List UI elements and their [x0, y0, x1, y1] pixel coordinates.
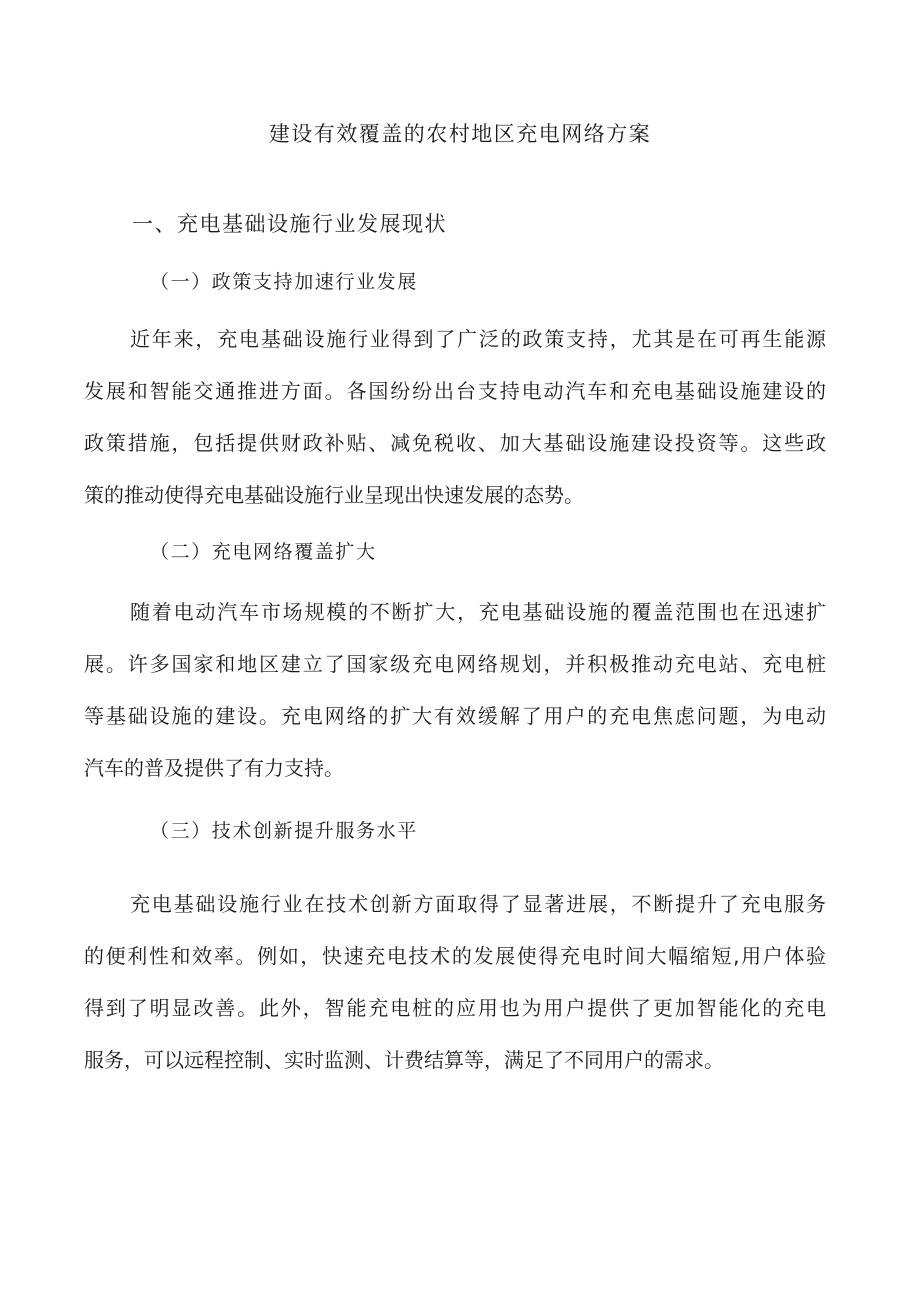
paragraph-line: 的便利性和效率。例如，快速充电技术的发展使得充电时间大幅缩短,用户体验 — [84, 944, 826, 968]
paragraph-line: 近年来，充电基础设施行业得到了广泛的政策支持，尤其是在可再生能源 — [130, 327, 826, 351]
paragraph-1 — [84, 313, 826, 521]
subsection-heading-1: （一）政策支持加速行业发展 — [150, 271, 418, 293]
paragraph-3 — [84, 878, 826, 1086]
paragraph-line: 等基础设施的建设。充电网络的扩大有效缓解了用户的充电焦虑问题，为电动 — [84, 704, 826, 728]
paragraph-line: 随着电动汽车市场规模的不断扩大，充电基础设施的覆盖范围也在迅速扩 — [130, 600, 826, 624]
paragraph-line: 政策措施，包括提供财政补贴、减免税收、加大基础设施建设投资等。这些政 — [84, 431, 826, 455]
paragraph-line: 充电基础设施行业在技术创新方面取得了显著进展，不断提升了充电服务 — [130, 892, 826, 916]
paragraph-line: 发展和智能交通推进方面。各国纷纷出台支持电动汽车和充电基础设施建设的 — [84, 379, 826, 403]
paragraph-line: 服务，可以远程控制、实时监测、计费结算等，满足了不同用户的需求。 — [84, 1048, 724, 1072]
paragraph-line: 汽车的普及提供了有力支持。 — [84, 756, 344, 780]
section-heading-1: 一、充电基础设施行业发展现状 — [132, 212, 447, 236]
paragraph-line: 策的推动使得充电基础设施行业呈现出快速发展的态势。 — [84, 483, 584, 507]
paragraph-2 — [84, 586, 826, 794]
paragraph-line: 展。许多国家和地区建立了国家级充电网络规划，并积极推动充电站、充电桩 — [84, 652, 826, 676]
paragraph-line: 得到了明显改善。此外，智能充电桩的应用也为用户提供了更加智能化的充电 — [84, 996, 826, 1020]
subsection-heading-3: （三）技术创新提升服务水平 — [150, 820, 418, 842]
subsection-heading-2: （二）充电网络覆盖扩大 — [150, 541, 377, 563]
document-title: 建设有效覆盖的农村地区充电网络方案 — [268, 122, 652, 146]
